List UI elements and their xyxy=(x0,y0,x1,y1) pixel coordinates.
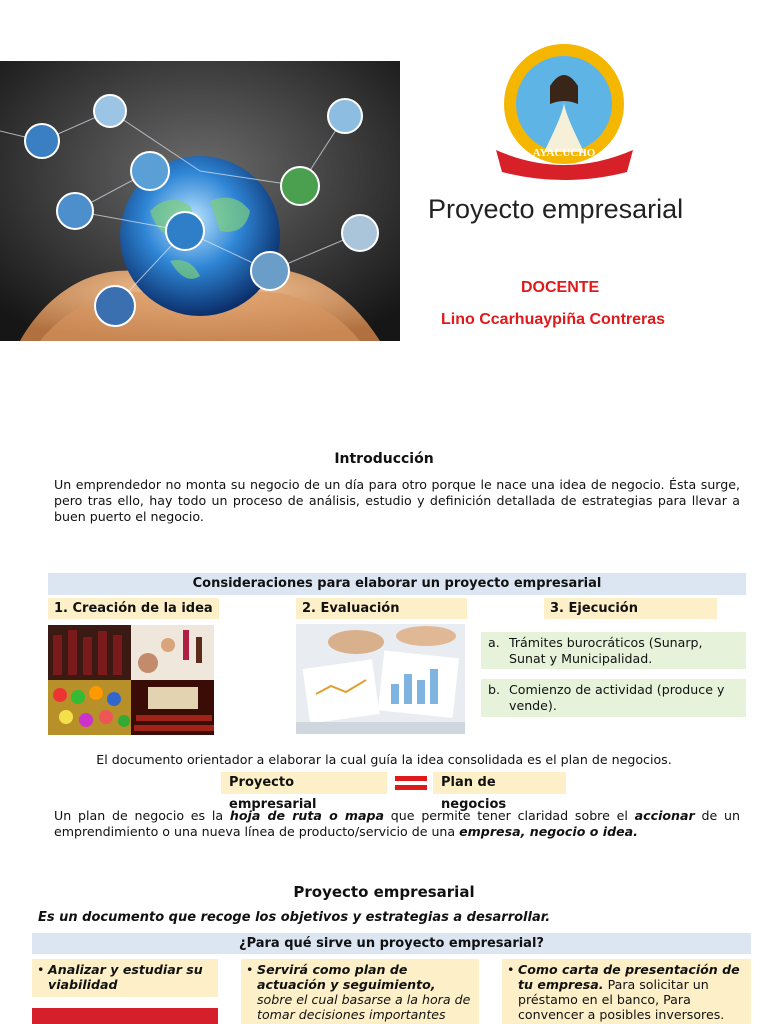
plan-text-2: que permite tener claridad sobre el xyxy=(384,808,635,823)
term-proyecto-empresarial: Proyecto empresarial xyxy=(221,772,387,794)
intro-heading: Introducción xyxy=(334,451,434,467)
bullet-icon: • xyxy=(37,962,45,977)
execution-item-a-text: Trámites burocráticos (Sunarp, Sunat y Municipalidad. xyxy=(509,635,703,666)
plan-text-1: Un plan de negocio es la xyxy=(54,808,230,823)
evaluation-documents-image xyxy=(296,624,465,734)
orientation-text: El documento orientador a elaborar la cual guía la idea consolidada es el plan de negocios. xyxy=(96,752,672,767)
person-photo-image xyxy=(32,1008,218,1024)
intro-paragraph: Un emprendedor no monta su negocio de un día para otro porque le nace una idea de negocio. Ésta surge, pero tras ello, hay todo un proceso de análisis, estudio y definición detallada de estrategias para llevar a buen puerto el negocio. xyxy=(54,477,740,524)
plan-definition-paragraph xyxy=(54,808,740,840)
term-plan-de-negocios: Plan de negocios xyxy=(433,772,566,794)
use-card-emphasis: Como carta de presentación de tu empresa. xyxy=(518,962,740,992)
plan-emphasis-1: hoja de ruta o mapa xyxy=(229,808,385,823)
execution-item-b-text: Comienzo de actividad (produce y vende). xyxy=(509,682,725,713)
hero-image-globe-network xyxy=(0,61,400,341)
execution-item-b xyxy=(481,679,746,717)
use-card-text: Para solicitar un préstamo en el banco, Para convencer a posibles inversores. xyxy=(518,977,725,1022)
use-card-emphasis: Analizar y estudiar su viabilidad xyxy=(48,962,203,992)
docente-label: DOCENTE xyxy=(521,279,600,296)
use-card-viability xyxy=(32,959,218,997)
use-card-action-plan xyxy=(241,959,479,1024)
logo-city-text: AYACUCHO xyxy=(532,147,596,159)
use-card-text: sobre el cual basarse a la hora de tomar decisiones importantes xyxy=(257,992,471,1022)
project-heading: Proyecto empresarial xyxy=(293,883,475,901)
use-card-presentation xyxy=(502,959,751,1024)
bullet-icon: • xyxy=(507,962,515,977)
school-logo xyxy=(488,42,641,182)
page-title: Proyecto empresarial xyxy=(428,194,684,224)
plan-emphasis-3: empresa, negocio o idea. xyxy=(459,824,638,839)
use-card-emphasis: Servirá como plan de actuación y seguimiento, xyxy=(257,962,436,992)
equals-icon xyxy=(395,776,427,790)
bullet-icon: • xyxy=(246,962,254,977)
step-label-evaluation: 2. Evaluación xyxy=(296,598,467,619)
project-definition: Es un documento que recoge los objetivos y estrategias a desarrollar. xyxy=(38,910,551,925)
considerations-heading: Consideraciones para elaborar un proyecto empresarial xyxy=(48,573,746,595)
plan-emphasis-2: accionar xyxy=(634,808,695,823)
execution-item-a-marker: a. xyxy=(488,635,500,650)
execution-item-a xyxy=(481,632,746,669)
step-label-execution: 3. Ejecución xyxy=(544,598,717,619)
purpose-heading: ¿Para qué sirve un proyecto empresarial? xyxy=(32,933,751,954)
idea-products-collage-image xyxy=(48,625,214,735)
step-label-idea: 1. Creación de la idea xyxy=(48,598,219,619)
docente-name: Lino Ccarhuaypiña Contreras xyxy=(441,311,666,328)
plan-text-3: de un emprendimiento o una nueva línea de producto/servicio de una xyxy=(54,808,741,839)
execution-item-b-marker: b. xyxy=(488,682,500,697)
